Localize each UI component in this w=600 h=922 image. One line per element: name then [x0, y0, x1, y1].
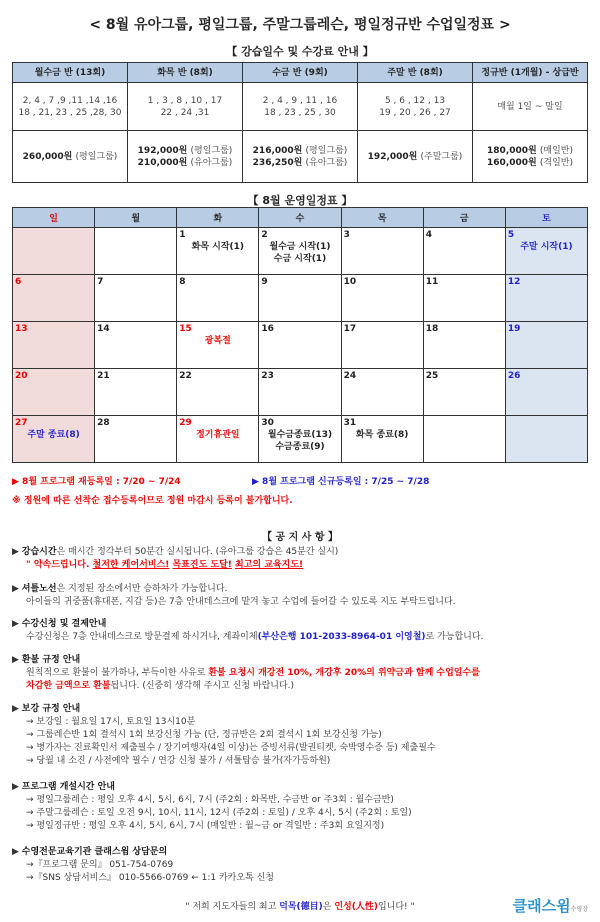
calendar-day: [177, 228, 259, 275]
day-event: 화목 시작(1): [191, 242, 245, 252]
day-number: 23: [261, 371, 274, 381]
days-line: 22 , 24 ,31: [160, 107, 210, 118]
text: 은 지정된 장소에서만 승하차가 가능합니다.: [56, 584, 228, 594]
notice-contact: ▶ 수영전문교육기관 클래스윔 상담문의 →『프로그램 문의』 051-754-0769 →『SNS 상담서비스』 010-5566-0769 ← 1:1 카카오톡 신청: [12, 846, 592, 885]
days-line: 2, 4 , 7 ,9 ,11 ,14 ,16: [22, 95, 118, 106]
weekday-header: 수: [259, 208, 341, 228]
calendar-day: [95, 275, 177, 322]
notice-line: → 보강일 : 월요일 17시, 토요일 13시10분: [26, 717, 196, 727]
day-event: 주말 종료(8): [27, 430, 80, 440]
character: 인성(人性): [334, 902, 378, 912]
day-number: 30: [261, 418, 274, 428]
virtue: 덕목(德目): [279, 902, 323, 912]
day-number: 13: [15, 324, 28, 334]
calendar: [12, 207, 588, 463]
days-line: 19 , 20 , 26 , 27: [379, 107, 451, 118]
calendar-day: [13, 228, 95, 275]
price: 260,000원: [22, 151, 73, 162]
motto: [12, 901, 588, 914]
calendar-day: [95, 416, 177, 463]
logo: [513, 895, 588, 916]
calendar-day: [95, 322, 177, 369]
title: 수강신청 및 결제안내: [21, 619, 107, 629]
day-event: 광복절: [204, 336, 231, 346]
day-number: 4: [425, 230, 432, 240]
fee-table-heading: 【 강습일수 및 수강료 안내 】: [226, 45, 374, 58]
price-note: (유아그룹): [305, 157, 348, 168]
day-number: 17: [343, 324, 357, 334]
calendar-day: [13, 369, 95, 416]
day-number: 29: [179, 418, 192, 428]
text: 로 가능합니다.: [425, 632, 484, 642]
calendar-day: [13, 416, 95, 463]
text: 은: [322, 902, 335, 912]
price-note: (격일반): [539, 157, 573, 168]
notice-line: → 그룹레슨반 1회 결석시 1회 보강신청 가능 (단, 정규반은 2회 결석시 1회 보강신청 가능): [26, 730, 382, 740]
notice-schedule: ▶ 프로그램 개설시간 안내 → 평일그룹레슨 : 평일 오후 4시, 5시, 6시, 7시 (주2회 : 화목반, 수금반 or 주3회 : 월수금반) → 주말그룹레슨 : 토일 오전 9시, 10시, 11시, 12시 (주2회 : 토일) / 오후 4시, 5시 (주2회 : 토일) → 평일정규반 : 평일 오후 4시, 5시, 6시, 7시 (매일반 : 월~금 or 격일반 : 주3회 요일지정): [12, 781, 592, 833]
label: 셔틀노선: [21, 584, 57, 594]
day-number: 10: [343, 277, 357, 287]
weekday-header: 목: [341, 208, 423, 228]
price: 236,250원: [252, 157, 303, 168]
label: 강습시간: [21, 547, 57, 557]
title: 프로그램 개설시간 안내: [21, 782, 116, 792]
notice-line: → 병가자는 진료확인서 제출필수 / 장기여행자(4일 이상)는 증빙서류(발권티켓, 숙박영수증 등) 제출필수: [26, 743, 436, 753]
price: 160,000원: [487, 157, 537, 168]
day-number: 12: [507, 277, 521, 287]
calendar-day: [341, 228, 423, 275]
calendar-day: [505, 275, 587, 322]
price: 192,000원: [137, 145, 188, 156]
day-event: 정기휴관일: [196, 430, 240, 440]
day-number: 1: [179, 230, 186, 240]
class-days: [358, 83, 473, 131]
calendar-day: [259, 416, 341, 463]
day-number: 5: [507, 230, 515, 240]
class-days: [128, 83, 243, 131]
calendar-day: [13, 322, 95, 369]
weekday-header: 토: [505, 208, 587, 228]
day-number: 14: [97, 324, 110, 334]
notice-class-time: ▶ 강습시간은 매시간 정각부터 50분간 실시됩니다. (유아그룹 강습은 45분간 실시) " 약속드립니다. 철저한 케어서비스! 목표진도 도달! 최고의 교육지도!: [12, 547, 339, 570]
text: 수강신청은 7층 안내데스크로 방문결제 하시거나, 계좌이체: [26, 632, 258, 642]
calendar-day: [177, 416, 259, 463]
notice-payment: ▶ 수강신청 및 결제안내 수강신청은 7층 안내데스크로 방문결제 하시거나, 계좌이체(부산은행 101-2033-8964-01 이영철)로 가능합니다.: [12, 619, 484, 642]
bank-account: (부산은행 101-2033-8964-01 이영철): [257, 632, 426, 642]
logo-text: 클래스윔: [512, 897, 571, 915]
weekday-header: 화: [177, 208, 259, 228]
column-header: 수금 반 (9회): [243, 63, 358, 83]
calendar-day: [341, 369, 423, 416]
text: 은 매시간 정각부터 50분간 실시됩니다. (유아그룹 강습은 45분간 실시): [56, 547, 339, 557]
day-number: 19: [507, 324, 521, 334]
calendar-day: [259, 322, 341, 369]
text: 원칙적으로 환불이 불가하나, 부득이한 사유로: [26, 668, 209, 678]
days-line: 매월 1일 ~ 말일: [497, 101, 563, 112]
days-line: 2 , 4 , 9 , 11 , 16: [262, 95, 338, 106]
price-note: (평일그룹): [75, 151, 118, 162]
class-fee: [358, 131, 473, 183]
title: 환불 규정 안내: [21, 655, 81, 665]
notice-refund: ▶ 환불 규정 안내 원칙적으로 환불이 불가하나, 부득이한 사유로 환불 요청시 개강전 10%, 개강후 20%의 위약금과 함께 수업일수를 차감한 금액으로 환불됩니다. (신중히 생각해 주시고 신청 바랍니다.): [12, 655, 480, 691]
calendar-day: [423, 228, 505, 275]
days-line: 18 , 21, 23 , 25 ,28, 30: [18, 107, 122, 118]
day-number: 24: [343, 371, 357, 381]
day-number: 9: [261, 277, 268, 287]
notice-line: → 당월 내 소진 / 사전예약 필수 / 연강 신청 불가 / 셔틀탑승 불가(자가등하원): [26, 756, 331, 766]
calendar-heading: 【 8월 운영일정표 】: [247, 194, 353, 207]
day-number: 21: [97, 371, 110, 381]
class-days: [473, 83, 588, 131]
price-note: (유아그룹): [190, 157, 233, 168]
notice-line: →『SNS 상담서비스』 010-5566-0769 ← 1:1 카카오톡 신청: [26, 873, 275, 883]
promise: " 약속드립니다.: [26, 560, 90, 570]
day-number: 20: [15, 371, 28, 381]
calendar-day: [423, 322, 505, 369]
price-note: (매일반): [539, 145, 573, 156]
day-number: 25: [425, 371, 439, 381]
title: 보강 규정 안내: [21, 704, 81, 714]
column-header: 정규반 (1개월) - 상급반: [473, 63, 588, 83]
day-number: 3: [343, 230, 350, 240]
capacity-warning: ※ 정원에 따른 선착순 접수등록이므로 정원 마감시 등록이 불가합니다.: [12, 496, 293, 506]
title: 수영전문교육기관 클래스윔 상담문의: [21, 847, 168, 857]
column-header: 월수금 반 (13회): [13, 63, 128, 83]
class-fee: [243, 131, 358, 183]
day-number: 2: [261, 230, 268, 240]
price-note: (평일그룹): [305, 145, 348, 156]
column-header: 화목 반 (8회): [128, 63, 243, 83]
day-number: 16: [261, 324, 274, 334]
days-line: 1 , 3 , 8 , 10 , 17: [147, 95, 223, 106]
promise-2: 목표진도 도달!: [172, 560, 232, 570]
calendar-day: [177, 369, 259, 416]
calendar-day: [505, 416, 587, 463]
weekday-header: 월: [95, 208, 177, 228]
refund-terms: 환불 요청시 개강전 10%, 개강후 20%의 위약금과 함께 수업일수를: [208, 668, 480, 678]
calendar-day: [341, 275, 423, 322]
text: 입니다! ": [377, 902, 415, 912]
days-line: 18 , 23 , 25 , 30: [264, 107, 336, 118]
calendar-day: [341, 322, 423, 369]
notice-line: →『프로그램 문의』 051-754-0769: [26, 860, 174, 870]
day-number: 15: [179, 324, 192, 334]
day-event: 월수금 시작(1): [269, 242, 331, 252]
day-number: 22: [179, 371, 192, 381]
calendar-day: [505, 228, 587, 275]
class-fee: [13, 131, 128, 183]
calendar-day: [177, 322, 259, 369]
notice-line: → 주말그룹레슨 : 토일 오전 9시, 10시, 11시, 12시 (주2회 : 토일) / 오후 4시, 5시 (주2회 : 토일): [26, 808, 412, 818]
notice-shuttle: ▶ 셔틀노선은 지정된 장소에서만 승하차가 가능합니다. 아이들의 귀중품(휴대폰, 지갑 등)은 7층 안내데스크에 맡겨 놓고 수업에 들어갈 수 있도록 지도 부탁드립니다.: [12, 583, 592, 609]
re-registration-note: ▶ 8월 프로그램 재등록일 : 7/20 ~ 7/24: [12, 477, 181, 487]
day-event: 주말 시작(1): [520, 242, 573, 252]
price: 192,000원: [367, 151, 418, 162]
day-number: 6: [15, 277, 22, 287]
day-number: 11: [425, 277, 439, 287]
class-fee: [473, 131, 588, 183]
day-number: 7: [97, 277, 104, 287]
day-number: 27: [15, 418, 28, 428]
weekday-header: 일: [13, 208, 95, 228]
day-event: 화목 종료(8): [355, 430, 409, 440]
calendar-day: [95, 228, 177, 275]
notice-line: → 평일그룹레슨 : 평일 오후 4시, 5시, 6시, 7시 (주2회 : 화목반, 수금반 or 주3회 : 월수금반): [26, 795, 394, 805]
calendar-day: [13, 275, 95, 322]
day-number: 31: [343, 418, 357, 428]
weekday-header: 금: [423, 208, 505, 228]
price: 216,000원: [252, 145, 303, 156]
calendar-day: [423, 369, 505, 416]
days-line: 5 , 6 , 12 , 13: [384, 95, 446, 106]
notice-line: → 평일정규반 : 평일 오후 4시, 5시, 6시, 7시 (매일반 : 월~금 or 격일반 : 주3회 요일지정): [26, 821, 385, 831]
column-header: 주말 반 (8회): [358, 63, 473, 83]
refund-terms: 차감한 금액으로 환불: [26, 681, 111, 691]
calendar-day: [259, 228, 341, 275]
promise-1: 철저한 케어서비스!: [92, 560, 170, 570]
price-note: (주말그룹): [420, 151, 463, 162]
calendar-day: [95, 369, 177, 416]
day-number: 18: [425, 324, 439, 334]
promise-3: 최고의 교육지도!: [235, 560, 304, 570]
day-event: 수금 시작(1): [273, 254, 327, 264]
page-title: < 8월 유아그룹, 평일그룹, 주말그룹레슨, 평일정규반 수업일정표 >: [89, 17, 511, 33]
calendar-day: [259, 275, 341, 322]
text: 됩니다. (신중히 생각해 주시고 신청 바랍니다.): [110, 681, 295, 691]
day-number: 26: [507, 371, 521, 381]
price: 180,000원: [487, 145, 537, 156]
calendar-day: [423, 275, 505, 322]
day-event: 수금종료(9): [275, 442, 325, 452]
day-event: 월수금종료(13): [267, 430, 333, 440]
price-note: (평일그룹): [190, 145, 233, 156]
calendar-day: [341, 416, 423, 463]
text: " 저희 지도자들의 최고: [185, 902, 280, 912]
class-days: [13, 83, 128, 131]
notice-heading: 【 공 지 사 항 】: [261, 532, 339, 543]
calendar-day: [177, 275, 259, 322]
logo-sub: 수영장: [570, 906, 588, 913]
calendar-day: [423, 416, 505, 463]
price: 210,000원: [137, 157, 188, 168]
fee-table: [12, 62, 588, 183]
text: 아이들의 귀중품(휴대폰, 지갑 등)은 7층 안내데스크에 맡겨 놓고 수업에 들어갈 수 있도록 지도 부탁드립니다.: [26, 597, 456, 607]
class-days: [243, 83, 358, 131]
class-fee: [128, 131, 243, 183]
day-number: 28: [97, 418, 110, 428]
calendar-day: [259, 369, 341, 416]
day-number: 8: [179, 277, 186, 287]
notice-makeup: ▶ 보강 규정 안내 → 보강일 : 월요일 17시, 토요일 13시10분 → 그룹레슨반 1회 결석시 1회 보강신청 가능 (단, 정규반은 2회 결석시 1회 보강신청 가능) → 병가자는 진료확인서 제출필수 / 장기여행자(4일 이상)는 증빙서류(발권티켓, 숙박영수증 등) 제출필수 → 당월 내 소진 / 사전예약 필수 / 연강 신청 불가 / 셔틀탑승 불가(자가등하원): [12, 703, 592, 768]
calendar-day: [505, 369, 587, 416]
new-registration-note: ▶ 8월 프로그램 신규등록일 : 7/25 ~ 7/28: [252, 477, 430, 487]
calendar-day: [505, 322, 587, 369]
